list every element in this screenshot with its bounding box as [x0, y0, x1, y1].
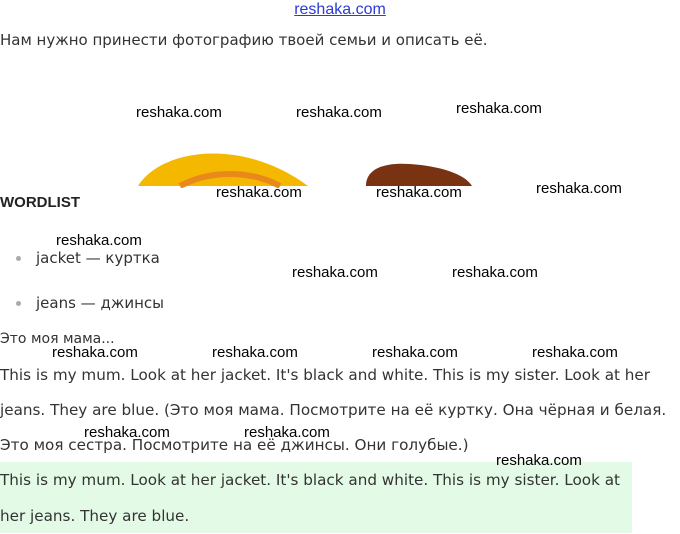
yellow-hair-shape [138, 154, 308, 186]
watermark: reshaka.com [244, 424, 330, 441]
wordlist-heading: WORDLIST [0, 194, 80, 211]
wordlist-item-text: jeans — джинсы [36, 294, 164, 312]
watermark: reshaka.com [496, 452, 582, 469]
family-illustration [120, 140, 480, 188]
wordlist-item-text: jacket — куртка [36, 249, 160, 267]
watermark: reshaka.com [452, 264, 538, 281]
watermark: reshaka.com [376, 184, 462, 201]
bullet-icon [16, 301, 21, 306]
watermark: reshaka.com [456, 100, 542, 117]
wordlist-item [16, 249, 160, 267]
watermark: reshaka.com [52, 344, 138, 361]
wordlist-item [16, 294, 164, 312]
watermark: reshaka.com [56, 232, 142, 249]
translation-paragraph: This is my mum. Look at her jacket. It's black and white. This is my sister. Look at her jeans. They are blue. (Это моя мама. Посмотрите на её куртку. Она чёрная и белая. Это моя сестра. Посмотрите на её джинсы. Они голубые.) [0, 366, 667, 454]
watermark: reshaka.com [292, 264, 378, 281]
bullet-icon [16, 256, 21, 261]
watermark: reshaka.com [212, 344, 298, 361]
watermark: reshaka.com [532, 344, 618, 361]
watermark: reshaka.com [536, 180, 622, 197]
site-header-link[interactable]: reshaka.com [294, 1, 386, 18]
caption-text: Это моя мама... [0, 331, 115, 347]
brown-hair-shape [366, 164, 472, 186]
watermark: reshaka.com [136, 104, 222, 121]
watermark: reshaka.com [296, 104, 382, 121]
watermark: reshaka.com [84, 424, 170, 441]
intro-text: Нам нужно принести фотографию твоей семьи и описать её. [0, 31, 488, 49]
watermark: reshaka.com [216, 184, 302, 201]
watermark: reshaka.com [372, 344, 458, 361]
answer-text: This is my mum. Look at her jacket. It's black and white. This is my sister. Look at her jeans. They are blue. [0, 471, 620, 525]
